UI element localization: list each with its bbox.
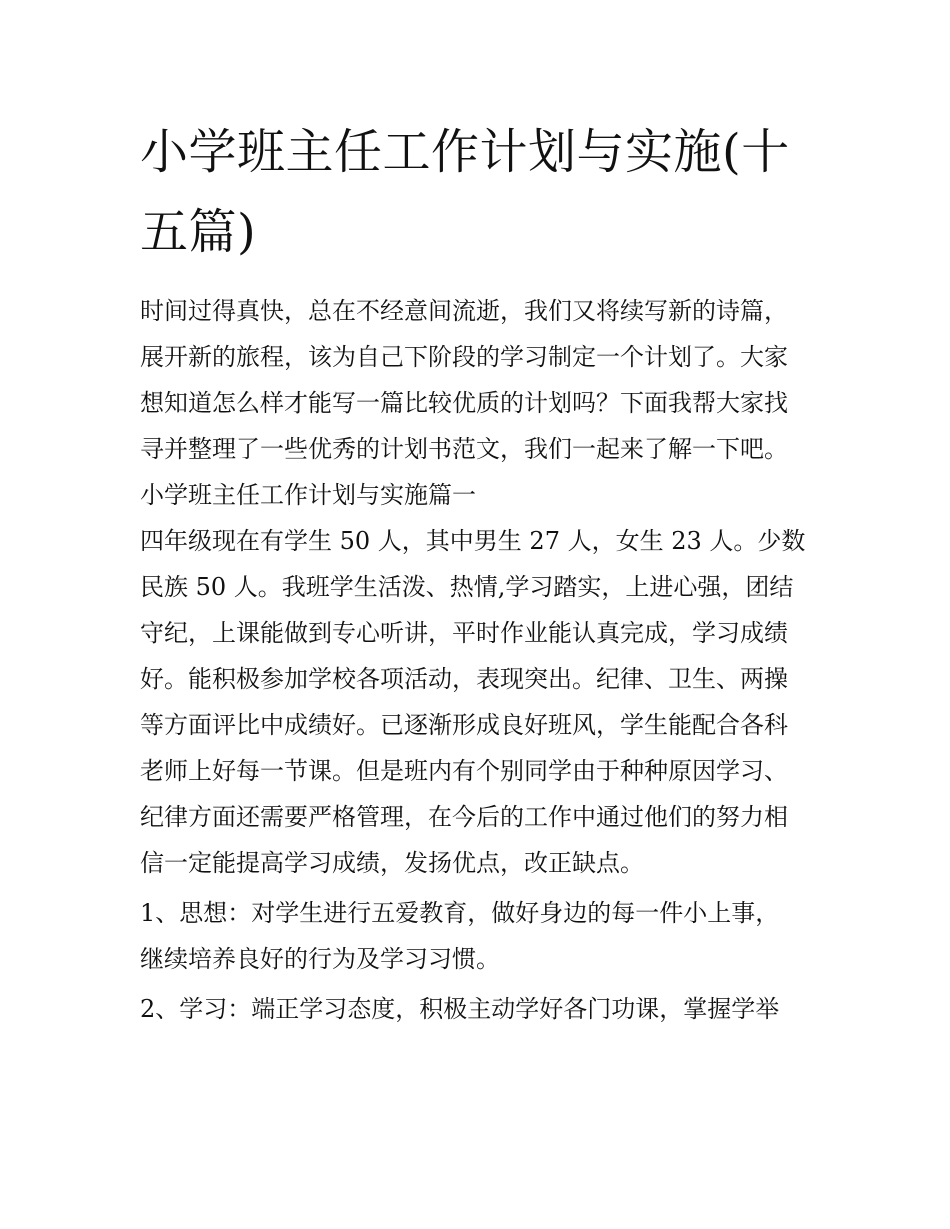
section-body-paragraph: 四年级现在有学生 50 人，其中男生 27 人，女生 23 人。少数 民族 50 人。我班学生活泼、热情,学习踏实，上进心强，团结 守纪，上课能做到专心听讲，平时作业能认真完成，学习成绩 好。能积极参加学校各项活动，表现突出。纪律、卫生、两操 等方面评比中成绩好。已逐渐形成良好班风，学生能配合各科 老师上好每一节课。但是班内有个别同学由于种种原因学习、 纪律方面还需要严格管理，在今后的工作中通过他们的努力相 信一定能提高学习成绩，发扬优点，改正缺点。 — [140, 527, 806, 877]
list-item-study: 2、学习：端正学习态度，积极主动学好各门功课，掌握学举 — [140, 995, 780, 1023]
document-title: 小学班主任工作计划与实施(十 五篇) — [140, 124, 790, 260]
section-heading: 小学班主任工作计划与实施篇一 — [140, 481, 476, 509]
list-item-thought: 1、思想：对学生进行五爱教育，做好身边的每一件小上事， 继续培养良好的行为及学习习惯。 — [140, 899, 780, 973]
document-content — [140, 112, 820, 1032]
intro-paragraph: 时间过得真快，总在不经意间流逝，我们又将续写新的诗篇， 展开新的旅程，该为自己下阶段的学习制定一个计划了。大家 想知道怎么样才能写一篇比较优质的计划吗？下面我帮大家找 寻并整理了一些优秀的计划书范文，我们一起来了解一下吧。 — [140, 297, 788, 463]
